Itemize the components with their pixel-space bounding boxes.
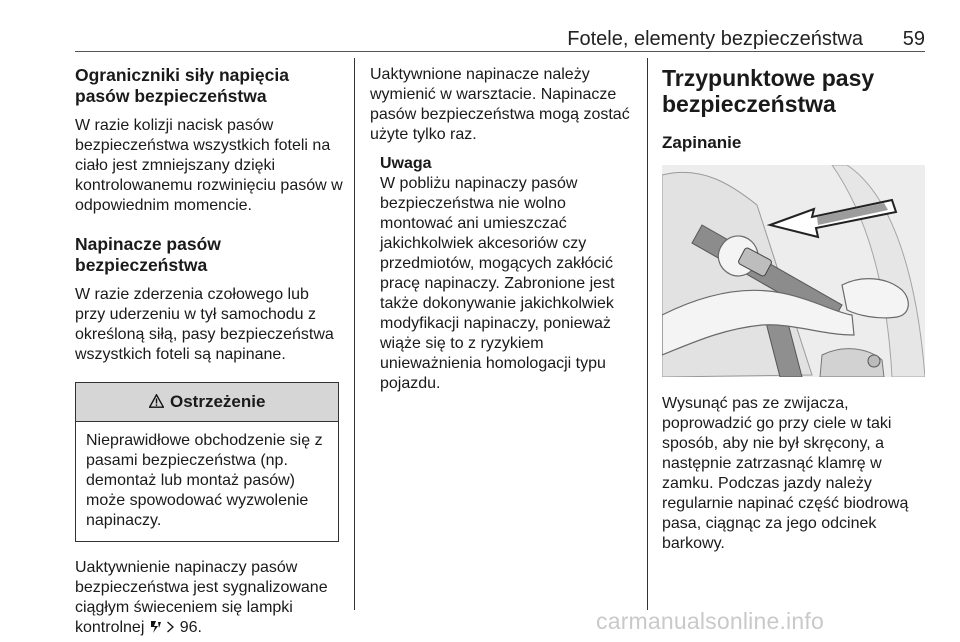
page-reference[interactable]: 96.: [179, 619, 202, 636]
note-text: W pobliżu napinaczy pasów bezpieczeństwa nie wolno montować ani umieszczać jakichkolwiek akcesoriów czy przedmiotów, mogących zakłócić pracę napinaczy. Zabronione jest także dokonywanie jakichkolwiek modyfikacji napinaczy, ponieważ wiąże się to z ryzykiem unieważnienia homologacji typu pojazdu.: [380, 175, 615, 392]
column-divider-2: [647, 58, 648, 610]
page-header: [75, 28, 925, 50]
column-3: [662, 65, 925, 554]
column-2: [370, 65, 635, 394]
column-divider-1: [354, 58, 355, 610]
heading-force-limiters: Ograniczniki siły napięcia pasów bezpieczeństwa: [75, 65, 289, 106]
warning-box: [75, 382, 339, 542]
paragraph-fastening: Wysunąć pas ze zwijacza, poprowadzić go przy ciele w taki sposób, aby nie był skręcony, a następnie zatrzasnąć klamrę w zamku. Podczas jazdy należy regularnie napinać część biodrową pasa, ciągnąc za jego odcinek barkowy.: [662, 395, 909, 552]
section-title: Fotele, elementy bezpieczeństwa: [567, 28, 863, 50]
header-divider: [75, 51, 925, 52]
page-ref-arrow-icon[interactable]: [166, 619, 179, 636]
heading-pretensioners: Napinacze pasów bezpieczeństwa: [75, 234, 221, 275]
page-number: 59: [902, 28, 925, 50]
paragraph-activation: [75, 558, 343, 638]
seatbelt-buckling-illustration: [662, 165, 925, 377]
warning-header: [76, 383, 338, 422]
paragraph-force-limiters: W razie kolizji nacisk pasów bezpieczeństwa wszystkich foteli na ciało jest zmniejszany dzięki kontrolowanemu rozwinięciu pasów w odpowiednim momencie.: [75, 117, 343, 214]
warning-title: Ostrzeżenie: [170, 392, 266, 411]
activation-text: Uaktywnienie napinaczy pasów bezpieczeństwa jest sygnalizowane ciągłym świeceniem się lampki kontrolnej: [75, 559, 328, 636]
watermark: carmanualsonline.info: [596, 608, 824, 634]
seatbelt-warning-lamp-icon: [149, 619, 166, 636]
warning-triangle-icon: [149, 394, 168, 411]
column-1: [75, 65, 343, 638]
heading-fastening: Zapinanie: [662, 133, 742, 152]
paragraph-pretensioners: W razie zderzenia czołowego lub przy uderzeniu w tył samochodu z określoną siłą, pasy bezpieczeństwa wszystkich foteli są napinane.: [75, 286, 334, 363]
note-block: [370, 154, 635, 394]
paragraph-replacement: Uaktywnione napinacze należy wymienić w warsztacie. Napinacze pasów bezpieczeństwa mogą zostać użyte tylko raz.: [370, 66, 630, 143]
warning-text: Nieprawidłowe obchodzenie się z pasami bezpieczeństwa (np. demontaż lub montaż pasów) może spowodować wyzwolenie napinaczy.: [86, 432, 323, 529]
note-title: Uwaga: [380, 155, 432, 172]
heading-three-point-belts: Trzypunktowe pasy bezpieczeństwa: [662, 65, 875, 117]
